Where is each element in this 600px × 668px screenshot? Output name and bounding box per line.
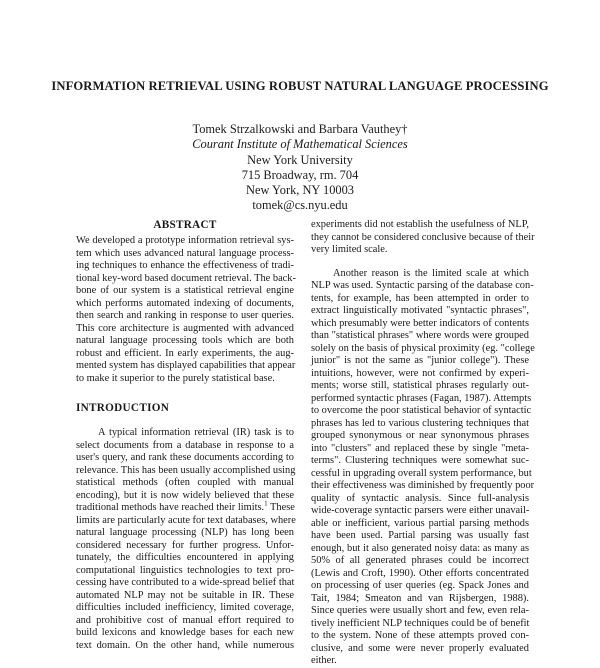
author-email: tomek@cs.nyu.edu — [252, 198, 348, 213]
abstract-line: This core architecture is augmented with advanced — [76, 322, 294, 334]
intro-line: difficulties included inefficiency, limited coverage, — [76, 602, 294, 613]
body-line: junior" is not the same as "junior college"). These — [311, 355, 529, 366]
body-line: very limited scale. — [311, 244, 388, 255]
intro-line: build lexicons and knowledge bases for each new — [76, 627, 294, 638]
intro-line: user's query, and rank these documents according to — [76, 452, 294, 463]
intro-line: tunately, the difficulties encountered in applying — [76, 552, 294, 563]
section-spacer — [76, 385, 294, 402]
intro-line: encoding), but it is now widely believed that these — [76, 489, 294, 501]
right-paragraph-2 — [311, 267, 535, 668]
intro-line: and prohibitive cost of manual effort required to — [76, 614, 294, 626]
body-line: enough, but it also generated noisy data: as many as — [311, 542, 529, 554]
intro-line-footnoted — [76, 499, 295, 515]
abstract-line: bone of our system is a statistical retrieval engine — [76, 285, 294, 296]
abstract-line: tional key-word based document retrieval. The back- — [76, 272, 296, 284]
body-line: have been used. Partial parsing was usually fast — [311, 530, 529, 541]
paragraph-spacer — [311, 257, 529, 268]
body-line: Another reason is the limited scale at which — [333, 267, 529, 279]
body-line: intuitions, however, were not confirmed by experi- — [311, 367, 529, 379]
author-university: New York University — [247, 152, 353, 167]
intro-line-text: traditional methods have reached their limits. — [76, 502, 265, 513]
intro-line: relevance. This has been usually accomplished using — [76, 464, 296, 476]
abstract-line: to make it superior to the purely statistical base. — [76, 372, 275, 384]
body-line: their effectiveness was diminished by frequently poor — [311, 480, 535, 491]
body-line: either. — [311, 655, 337, 666]
body-line: able or inefficient, various partial parsing methods — [311, 517, 529, 529]
body-line: into "clusters" and replaced these by single "meta- — [311, 442, 529, 454]
author-block — [0, 122, 600, 214]
right-paragraph-1 — [311, 219, 535, 257]
introduction-body — [76, 427, 294, 652]
body-line: than "statistical phrases" where words were grouped — [311, 330, 529, 341]
intro-line: select documents from a database in response to a — [76, 439, 294, 451]
abstract-line: tem which uses advanced natural language process- — [76, 247, 294, 259]
body-line: NLP was used. Syntactic parsing of the database con- — [311, 280, 534, 291]
abstract-line: We developed a prototype information retrieval sys- — [76, 235, 294, 246]
author-street: 715 Broadway, rm. 704 — [241, 167, 359, 182]
body-line: solely on the basis of physical proximity (eg. "college — [311, 342, 535, 354]
body-line: wide-coverage syntactic parsers were either unavail- — [311, 505, 530, 516]
body-line: to overcome the poor statistical behavior of syntactic — [311, 405, 532, 416]
abstract-line: then search and ranking in response to user queries. — [76, 310, 294, 321]
body-line: phrases has led to various clustering techniques that — [311, 417, 529, 429]
abstract-line: which performs automated indexing of documents, — [76, 297, 294, 309]
section-spacer — [76, 418, 294, 427]
abstract-line: robust and efficient. In early experiments, the aug- — [76, 347, 294, 359]
left-column — [76, 219, 294, 652]
intro-line: limits are particularly acute for text databases, where — [76, 514, 296, 526]
body-line: Since queries were usually short and few, even rela- — [311, 605, 529, 616]
intro-line: natural language processing (NLP) has long been — [76, 527, 294, 538]
body-line: experiments did not establish the usefulness of NLP, — [311, 219, 529, 230]
body-line: performed syntactic phrases (Fagan, 1987). Attempts — [311, 392, 532, 404]
body-line: which presumably were better indicators of contents — [311, 317, 529, 329]
introduction-heading: INTRODUCTION — [76, 402, 170, 414]
intro-line: automated NLP may not be suitable in IR. These — [76, 589, 294, 601]
intro-line: considered necessary for further progress. Unfor- — [76, 539, 294, 551]
author-institution: Courant Institute of Mathematical Sciences — [192, 137, 408, 152]
body-line: quality of syntactic analysis. Since full-analysis — [311, 492, 529, 504]
body-line: to the system. None of these attempts proved con- — [311, 630, 529, 641]
abstract-line: natural language processing tools which are both — [76, 335, 294, 346]
intro-line: A typical information retrieval (IR) task is to — [98, 427, 294, 438]
abstract-line: mented system has displayed capabilities that appear — [76, 360, 296, 371]
body-line: extract linguistically motivated "syntactic phrases", — [311, 305, 529, 316]
body-line: (Lewis and Croft, 1990). Other efforts concentrated — [311, 567, 529, 579]
body-line: grouped synonymous or near synonymous phrases — [311, 430, 529, 441]
abstract-heading: ABSTRACT — [153, 219, 217, 231]
abstract-body — [76, 235, 294, 385]
body-line: tents, for example, has been attempted in order to — [311, 292, 529, 304]
body-line: clusive, and some were never properly evaluated — [311, 642, 529, 654]
body-line: on processing of user queries (eg. Spack Jones and — [311, 580, 529, 591]
author-city: New York, NY 10003 — [246, 183, 354, 198]
abstract-line: ing techniques to enhance the effectiveness of tradi- — [76, 260, 294, 271]
body-line: terms". Clustering techniques were somewhat suc- — [311, 455, 529, 466]
body-line: 50% of all generated phrases could be incorrect — [311, 555, 529, 566]
intro-line-tail: These — [267, 502, 295, 513]
intro-line: computational linguistics technologies to text pro- — [76, 564, 294, 576]
body-line: cessful in upgrading overall system performance, but — [311, 467, 532, 479]
intro-line: statistical methods (often coupled with manual — [76, 477, 294, 488]
body-line: Tait, 1984; Smeaton and van Rijsbergen, 1988). — [311, 592, 529, 604]
paper-title: INFORMATION RETRIEVAL USING ROBUST NATURAL LANGUAGE PROCESSING — [51, 79, 549, 93]
right-column — [311, 219, 535, 668]
author-names: Tomek Strzalkowski and Barbara Vauthey† — [192, 122, 408, 136]
intro-line: cessing have contributed to a wide-spread belief that — [76, 577, 295, 588]
body-line: tively inefficient NLP techniques could be of benefit — [311, 617, 530, 629]
footnote-marker: 1 — [264, 499, 268, 508]
body-line: ments; worse still, statistical phrases regularly out- — [311, 380, 529, 391]
body-line: they cannot be considered conclusive because of their — [311, 231, 535, 243]
intro-line: text domain. On the other hand, while numerous — [76, 639, 294, 651]
